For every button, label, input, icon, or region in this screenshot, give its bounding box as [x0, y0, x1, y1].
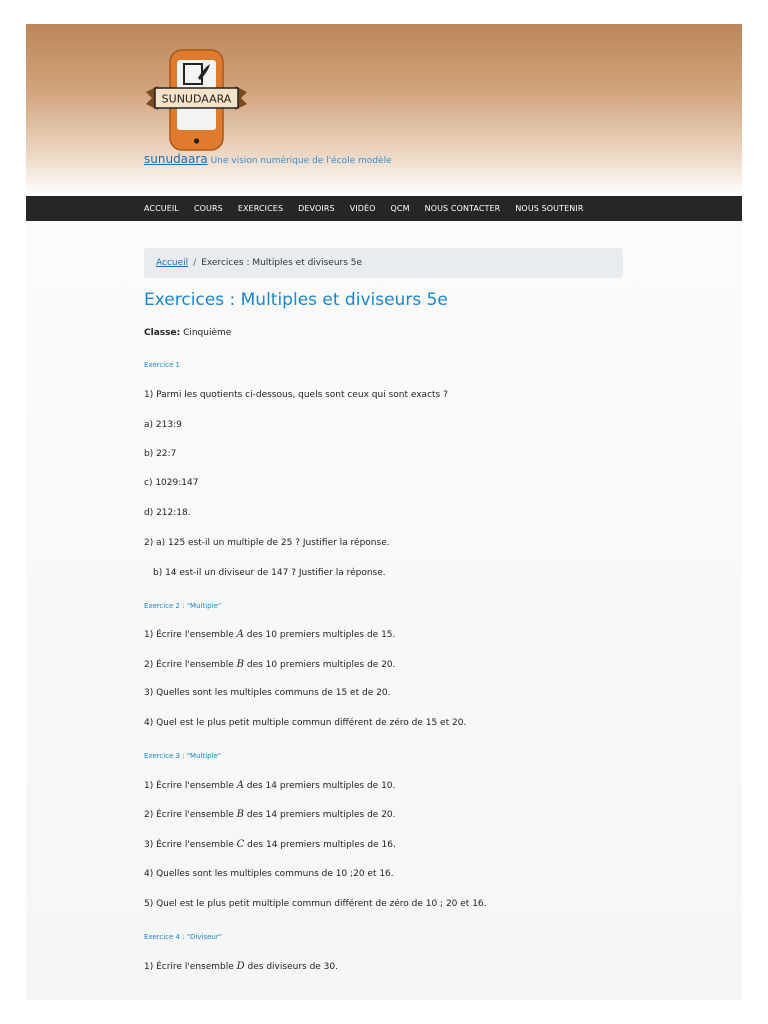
line-text-after: des 14 premiers multiples de 10. [243, 781, 396, 791]
nav-qcm[interactable]: QCM [390, 204, 410, 213]
exercise-1-line-6: 2) a) 125 est-il un multiple de 25 ? Justifier la réponse. [144, 538, 390, 548]
exercise-2-line-4: 4) Quel est le plus petit multiple commun différent de zéro de 15 et 20. [144, 718, 467, 728]
set-symbol: A [236, 780, 244, 791]
line-text-before: 2) Écrire l'ensemble [144, 810, 237, 820]
nav-exercices[interactable]: EXERCICES [237, 204, 284, 213]
line-text-before: 1) Écrire l'ensemble [144, 630, 237, 640]
set-symbol: C [236, 839, 245, 850]
exercise-2-line-3: 3) Quelles sont les multiples communs de 15 et de 20. [144, 688, 391, 698]
exercise-3-line-2 [144, 809, 396, 820]
site-tagline: Une vision numérique de l'école modèle [210, 156, 392, 166]
set-symbol: B [236, 659, 245, 670]
exercise-2-line-1 [144, 629, 395, 640]
exercise-1-title: Exercice 1 [144, 361, 181, 369]
exercise-4-title: Exercice 4 : "Diviseur" [144, 933, 222, 941]
exercise-1-line-3: b) 22:7 [144, 449, 177, 459]
line-text-before: 1) Écrire l'ensemble [144, 781, 237, 791]
line-text-after: des 10 premiers multiples de 15. [243, 630, 396, 640]
main-nav [26, 196, 742, 221]
exercise-3-line-1 [144, 780, 395, 791]
class-label: Classe: [144, 328, 181, 338]
nav-nous-soutenir[interactable]: NOUS SOUTENIR [515, 204, 584, 213]
line-text-before: 1) Écrire l'ensemble [144, 962, 237, 972]
brand-line [144, 152, 392, 166]
logo-text: SUNUDAARA [161, 92, 232, 106]
exercise-3-line-4: 4) Quelles sont les multiples communs de 10 ;20 et 16. [144, 869, 394, 879]
nav-cours[interactable]: COURS [193, 204, 223, 213]
exercise-4-line-1 [144, 961, 338, 972]
site-header [26, 24, 742, 196]
exercise-1-line-5: d) 212:18. [144, 508, 191, 518]
exercise-1-line-1: 1) Parmi les quotients ci-dessous, quels sont ceux qui sont exacts ? [144, 390, 448, 400]
exercise-3-title: Exercice 3 : "Multiple" [144, 752, 222, 760]
breadcrumb-current: Exercices : Multiples et diviseurs 5e [201, 258, 363, 268]
nav-nous-contacter[interactable]: NOUS CONTACTER [424, 204, 501, 213]
exercise-1-line-7: b) 14 est-il un diviseur de 147 ? Justifier la réponse. [153, 568, 386, 578]
exercise-3-line-3 [144, 839, 396, 850]
breadcrumb [144, 248, 623, 278]
exercise-1-line-4: c) 1029:147 [144, 478, 199, 488]
line-text-before: 2) Écrire l'ensemble [144, 660, 237, 670]
set-symbol: A [236, 629, 244, 640]
breadcrumb-home-link[interactable]: Accueil [156, 258, 189, 268]
exercise-1-line-2: a) 213:9 [144, 420, 182, 430]
set-symbol: B [236, 809, 245, 820]
page-title: Exercices : Multiples et diviseurs 5e [144, 290, 448, 310]
line-text-after: des 10 premiers multiples de 20. [244, 660, 396, 670]
nav-devoirs[interactable]: DEVOIRS [298, 204, 335, 213]
line-text-after: des 14 premiers multiples de 16. [244, 840, 396, 850]
set-symbol: D [236, 961, 245, 972]
exercise-2-title: Exercice 2 : "Multiple" [144, 602, 222, 610]
line-text-before: 3) Écrire l'ensemble [144, 840, 237, 850]
nav-accueil[interactable]: ACCUEIL [144, 204, 179, 213]
exercise-3-line-5: 5) Quel est le plus petit multiple commun différent de zéro de 10 ; 20 et 16. [144, 899, 487, 909]
class-value: Cinquième [183, 328, 232, 338]
site-name-link[interactable]: sunudaara [144, 152, 208, 166]
nav-video[interactable]: VIDÉO [349, 204, 376, 213]
class-line [144, 328, 231, 338]
line-text-after: des 14 premiers multiples de 20. [244, 810, 396, 820]
breadcrumb-separator: / [193, 258, 197, 268]
page-container [26, 24, 742, 1000]
exercise-2-line-2 [144, 659, 396, 670]
line-text-after: des diviseurs de 30. [244, 962, 338, 972]
